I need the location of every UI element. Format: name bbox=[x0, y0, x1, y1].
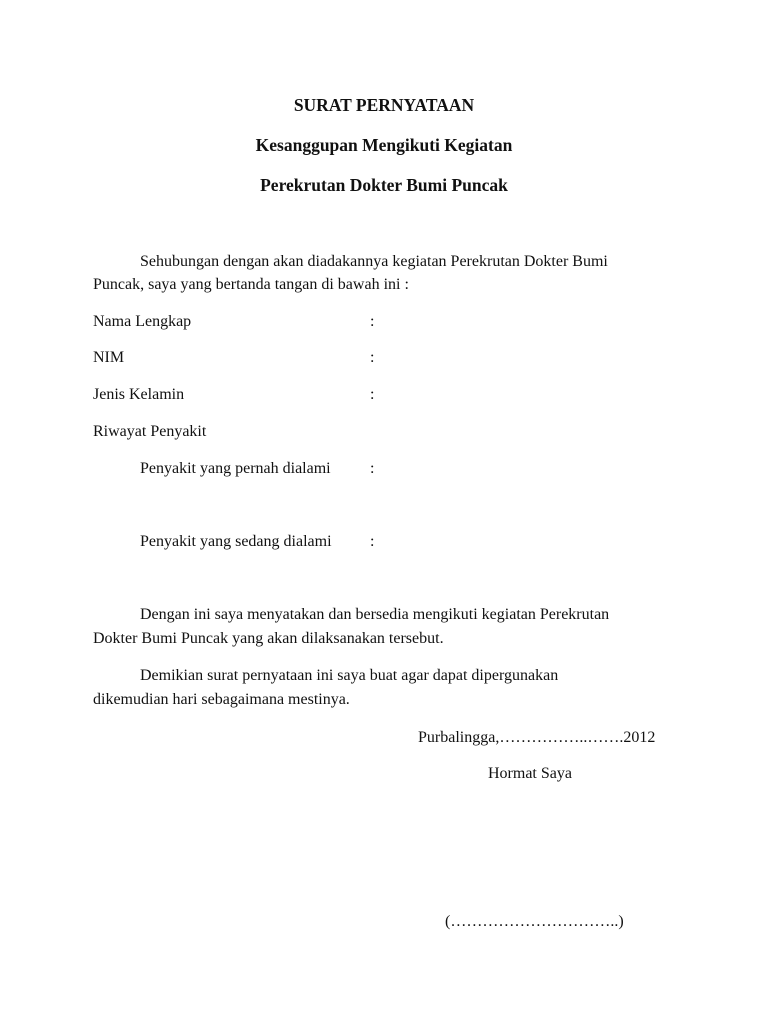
signature-greeting: Hormat Saya bbox=[488, 765, 572, 782]
place-date: Purbalingga,……………..…….2012 bbox=[418, 729, 656, 746]
field-label-jenis-kelamin: Jenis Kelamin bbox=[93, 386, 185, 403]
intro-line-1: Sehubungan dengan akan diadakannya kegiatan Perekrutan Dokter Bumi bbox=[140, 253, 608, 270]
closing-line-2: dikemudian hari sebagaimana mestinya. bbox=[93, 691, 350, 708]
closing-line-1: Demikian surat pernyataan ini saya buat agar dapat dipergunakan bbox=[140, 667, 559, 684]
field-label-nim: NIM bbox=[93, 349, 125, 366]
signature-name-placeholder: (…………………………..) bbox=[445, 913, 624, 930]
document-subtitle-2: Perekrutan Dokter Bumi Puncak bbox=[260, 175, 508, 195]
intro-line-2: Puncak, saya yang bertanda tangan di bawah ini : bbox=[93, 276, 409, 293]
document-title: SURAT PERNYATAAN bbox=[293, 95, 475, 115]
field-label-riwayat-penyakit: Riwayat Penyakit bbox=[93, 423, 207, 440]
statement-line-1: Dengan ini saya menyatakan dan bersedia mengikuti kegiatan Perekrutan bbox=[140, 606, 610, 623]
field-colon-nim: : bbox=[370, 349, 375, 366]
document-subtitle-1: Kesanggupan Mengikuti Kegiatan bbox=[255, 135, 513, 155]
field-label-penyakit-pernah: Penyakit yang pernah dialami bbox=[140, 460, 331, 477]
field-colon-penyakit-pernah: : bbox=[370, 460, 375, 477]
field-colon-penyakit-sedang: : bbox=[370, 533, 375, 550]
statement-line-2: Dokter Bumi Puncak yang akan dilaksanakan tersebut. bbox=[93, 630, 444, 647]
field-label-penyakit-sedang: Penyakit yang sedang dialami bbox=[140, 533, 332, 550]
field-colon-jenis-kelamin: : bbox=[370, 386, 375, 403]
field-colon-nama-lengkap: : bbox=[370, 313, 375, 330]
field-label-nama-lengkap: Nama Lengkap bbox=[93, 313, 192, 330]
